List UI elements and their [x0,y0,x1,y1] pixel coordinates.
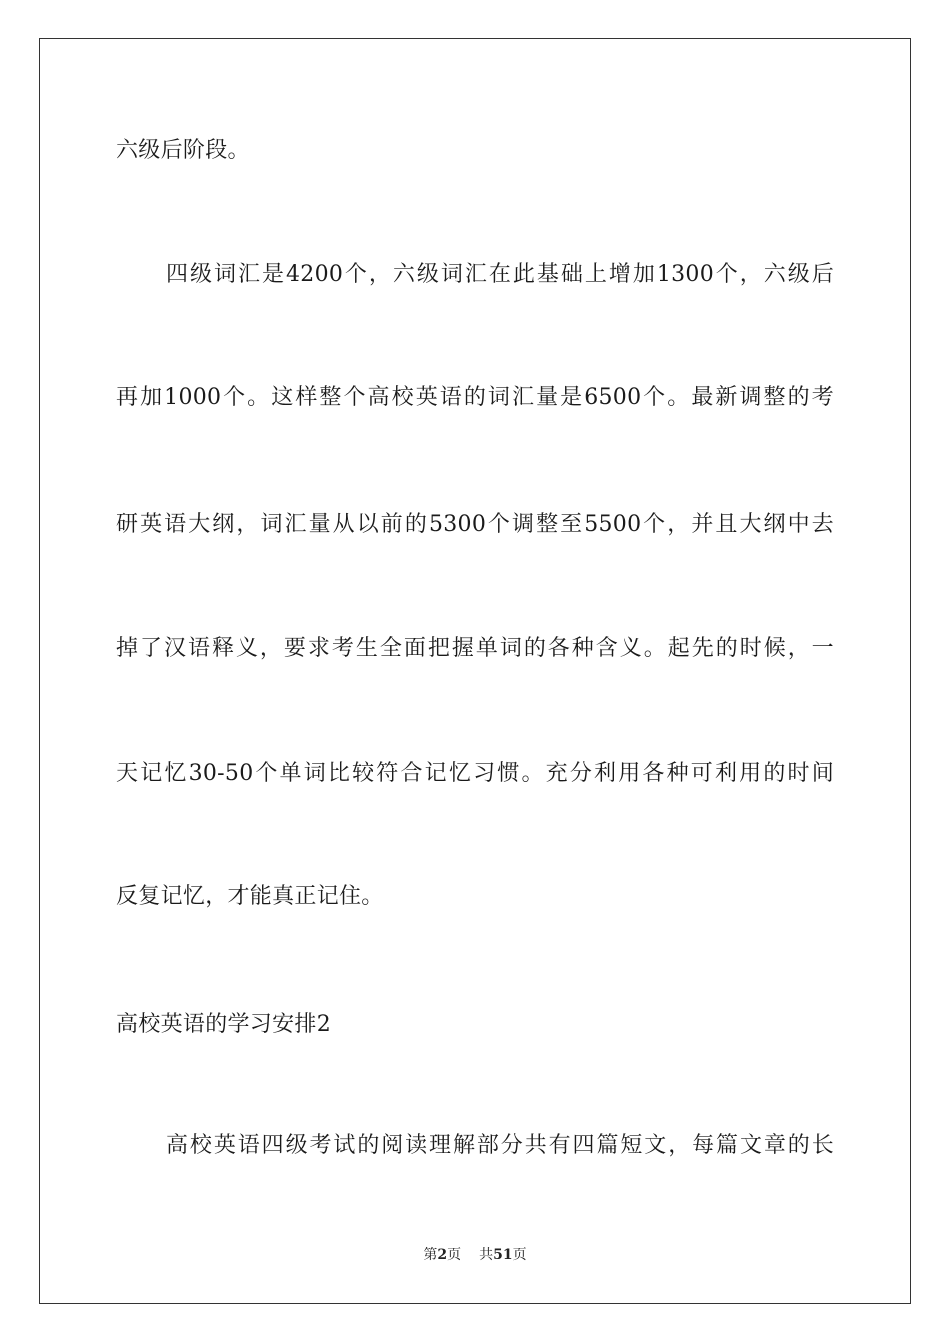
body-line-2: 四级词汇是4200个，六级词汇在此基础上增加1300个，六级后 [166,262,834,287]
footer-page-prefix: 第 [423,1247,438,1263]
section-heading: 高校英语的学习安排2 [116,1012,331,1037]
body-line-7: 反复记忆，才能真正记住。 [116,884,384,909]
body-line-9: 高校英语四级考试的阅读理解部分共有四篇短文，每篇文章的长 [166,1133,834,1158]
footer-total-suffix: 页 [512,1247,527,1263]
page-footer [0,1246,950,1264]
body-line-5: 掉了汉语释义，要求考生全面把握单词的各种含义。起先的时候，一 [116,636,834,661]
footer-total-prefix: 共 [479,1247,494,1263]
page-border [39,38,911,1304]
body-line-3: 再加1000个。这样整个高校英语的词汇量是6500个。最新调整的考 [116,385,834,410]
body-line-1: 六级后阶段。 [116,138,250,163]
footer-page-number: 2 [437,1247,448,1263]
body-line-4: 研英语大纲，词汇量从以前的5300个调整至5500个，并且大纲中去 [116,512,834,537]
footer-page-suffix: 页 [447,1247,462,1263]
body-line-6: 天记忆30-50个单词比较符合记忆习惯。充分利用各种可利用的时间 [116,761,834,786]
footer-total-number: 51 [493,1247,513,1263]
